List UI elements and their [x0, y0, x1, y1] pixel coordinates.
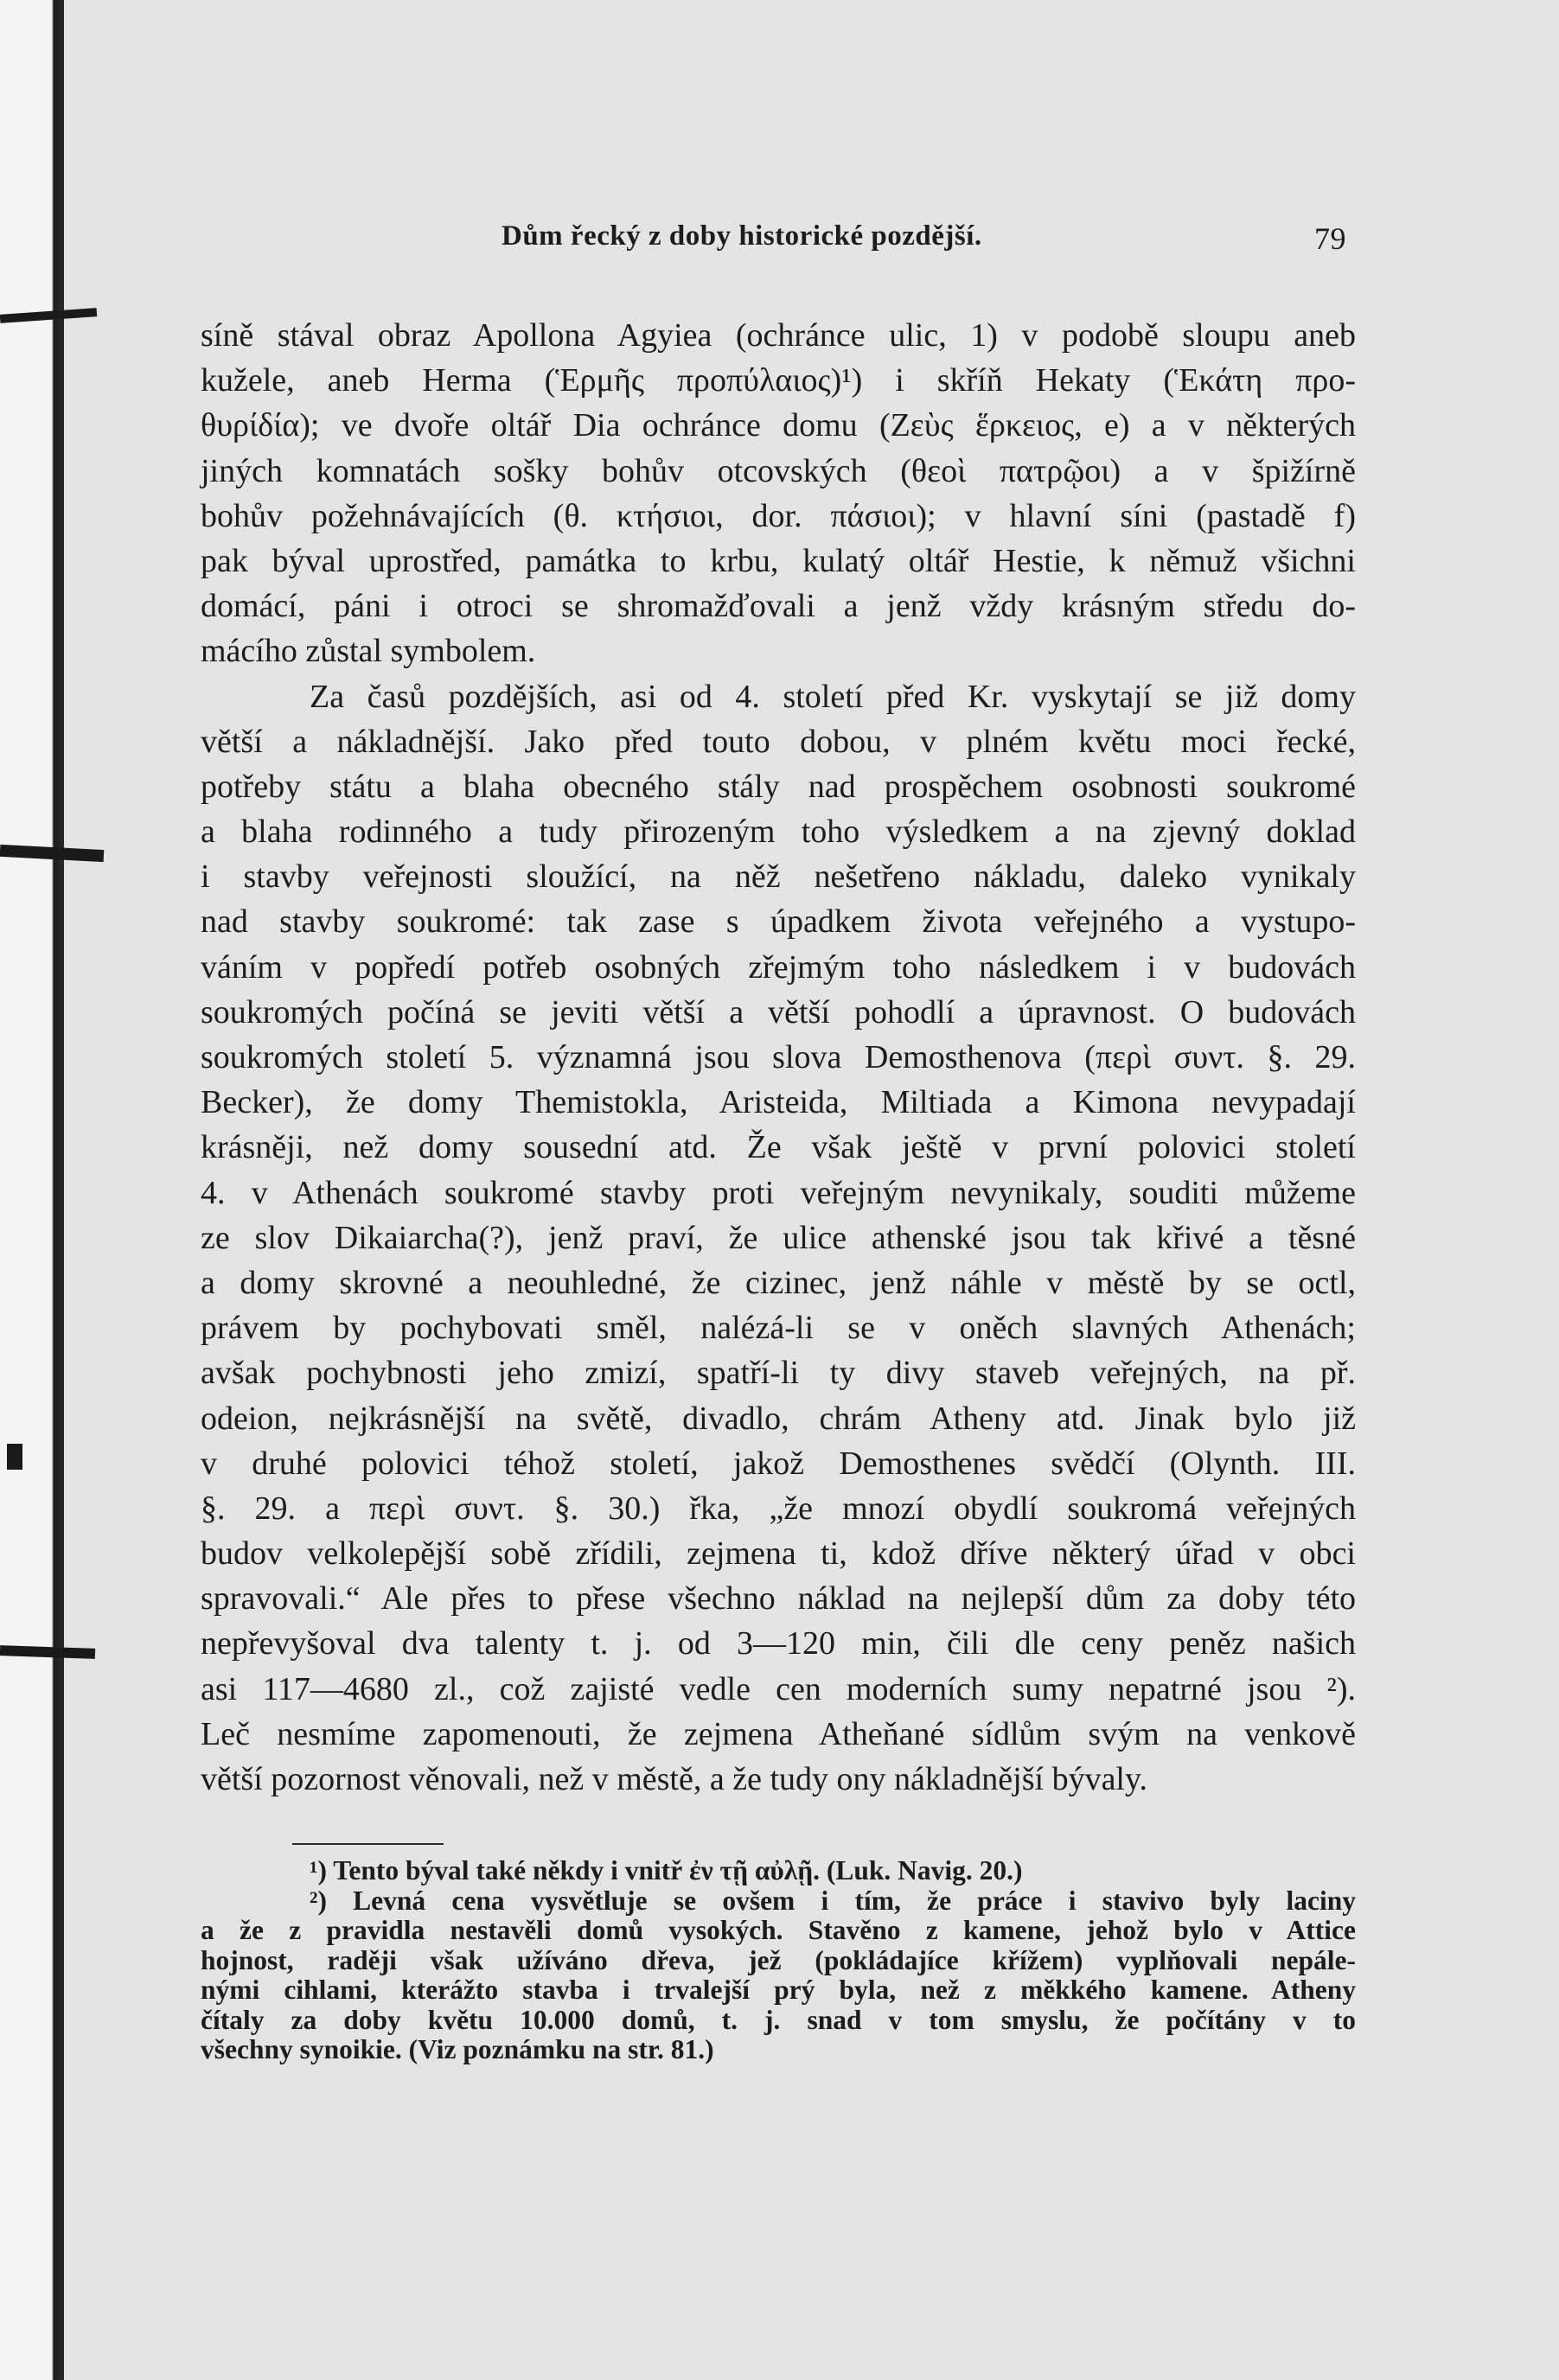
footnote-line: ¹) Tento býval také někdy i vnitř ἐν τῇ αὐλῇ. (Luk. Navig. 20.) — [310, 1855, 1023, 1885]
text-line: nad stavby soukromé: tak zase s úpadkem života veřejného a vystupo- — [201, 903, 1356, 941]
header-title: Dům řecký z doby historické pozdější. — [502, 220, 982, 252]
text-line: váním v popředí potřeb osobných zřejmým toho následkem i v budovách — [201, 948, 1356, 986]
text-line: a blaha rodinného a tudy přirozeným toho výsledkem a na zjevný doklad — [201, 814, 1356, 851]
body-text — [201, 313, 1356, 1802]
text-line: právem by pochybovati směl, nalézá-li se v oněch slavných Athenách; — [201, 1310, 1356, 1347]
page-number: 79 — [1314, 221, 1346, 256]
text-line: Leč nesmíme zapomenouti, že zejmena Atheňané sídlům svým na venkově — [201, 1715, 1356, 1752]
text-line: θυρίδία); ve dvoře oltář Dia ochránce domu (Ζεὺς ἕρκειος, e) a v některých — [201, 407, 1356, 444]
text-line: soukromých počíná se jeviti větší a větší pohodlí a úpravnost. O budovách — [201, 993, 1356, 1030]
text-line: avšak pochybnosti jeho zmizí, spatří-li ty divy staveb veřejných, na př. — [201, 1355, 1356, 1392]
text-line: a domy skrovné a neouhledné, že cizinec, jenž náhle v městě by se octl, — [201, 1264, 1356, 1301]
text-line: větší a nákladnější. Jako před touto dobou, v plném květu moci řecké, — [201, 723, 1356, 760]
text-line: ze slov Dikaiarcha(?), jenž praví, že ulice athenské jsou tak křivé a těsné — [201, 1219, 1356, 1256]
text-line: §. 29. a περὶ συντ. §. 30.) řka, „že mnozí obydlí soukromá veřejných — [201, 1490, 1356, 1527]
text-line: odeion, nejkrásnější na světě, divadlo, chrám Atheny atd. Jinak bylo již — [201, 1400, 1356, 1437]
text-line: Becker), že domy Themistokla, Aristeida, Miltiada a Kimona nevypadají — [201, 1084, 1356, 1121]
text-line: Za časů pozdějších, asi od 4. století před Kr. vyskytají se již domy — [310, 678, 1356, 715]
text-line: 4. v Athenách soukromé stavby proti veřejným nevynikaly, souditi můžeme — [201, 1174, 1356, 1211]
text-line: budov velkolepější sobě zřídili, zejmena ti, kdož dříve některý úřad v obci — [201, 1535, 1356, 1573]
text-line: mácího zůstal symbolem. — [201, 633, 536, 670]
footnote-line: všechny synoikie. (Viz poznámku na str. 81.) — [201, 2034, 714, 2064]
text-line: bohův požehnávajících (θ. κτήσιοι, dor. πάσιοι); v hlavní síni (pastadě f) — [201, 497, 1356, 534]
footnote-line: nými cihlami, kterážto stavba i trvalejší prý byla, než z měkkého kamene. Atheny — [201, 1975, 1356, 2005]
footnote-line: ²) Levná cena vysvětluje se ovšem i tím, že práce i stavivo byly laciny — [310, 1885, 1356, 1916]
text-line: nepřevyšoval dva talenty t. j. od 3—120 min, čili dle ceny peněz našich — [201, 1625, 1356, 1662]
text-line: větší pozornost věnovali, než v městě, a že tudy ony nákladnější bývaly. — [201, 1761, 1148, 1797]
footnote-line: čítaly za doby květu 10.000 domů, t. j. snad v tom smyslu, že počítány v to — [201, 2004, 1356, 2035]
edge-mark — [7, 1444, 22, 1470]
footnote-line: hojnost, raději však užíváno dřeva, jež (pokládajíce křížem) vyplňovali nepále- — [201, 1944, 1356, 1975]
text-line: jiných komnatách sošky bohův otcovských (θεοὶ πατρῷοι) a v špižírně — [201, 452, 1356, 489]
footnote-line: a že z pravidla nestavěli domů vysokých. Stavěno z kamene, jehož bylo v Attice — [201, 1915, 1356, 1945]
text-line: pak býval uprostřed, památka to krbu, kulatý oltář Hestie, k němuž všichni — [201, 542, 1356, 579]
text-line: spravovali.“ Ale přes to přese všechno náklad na nejlepší dům za doby této — [201, 1580, 1356, 1618]
text-line: i stavby veřejnosti sloužící, na něž nešetřeno nákladu, daleko vynikaly — [201, 858, 1356, 896]
footnotes — [201, 1856, 1356, 2065]
text-line: domácí, páni i otroci se shromažďovali a jenž vždy krásným středu do- — [201, 588, 1356, 625]
text-line: asi 117—4680 zl., což zajisté vedle cen moderních sumy nepatrné jsou ²). — [201, 1670, 1356, 1707]
binding-edge — [0, 0, 64, 2380]
text-line: krásněji, než domy sousední atd. Že však ještě v první polovici století — [201, 1129, 1356, 1166]
text-line: kužele, aneb Herma (Ἑρμῆς προπύλαιος)¹) i skříň Hekaty (Ἑκάτη προ- — [201, 362, 1356, 399]
text-line: síně stával obraz Apollona Agyiea (ochránce ulic, 1) v podobě sloupu aneb — [201, 317, 1356, 354]
text-line: potřeby státu a blaha obecného stály nad prospěchem osobnosti soukromé — [201, 768, 1356, 805]
footnote-rule — [292, 1843, 444, 1845]
text-line: v druhé polovici téhož století, jakož Demosthenes svědčí (Olynth. III. — [201, 1445, 1356, 1482]
text-line: soukromých století 5. významná jsou slova Demosthenova (περὶ συντ. §. 29. — [201, 1039, 1356, 1075]
